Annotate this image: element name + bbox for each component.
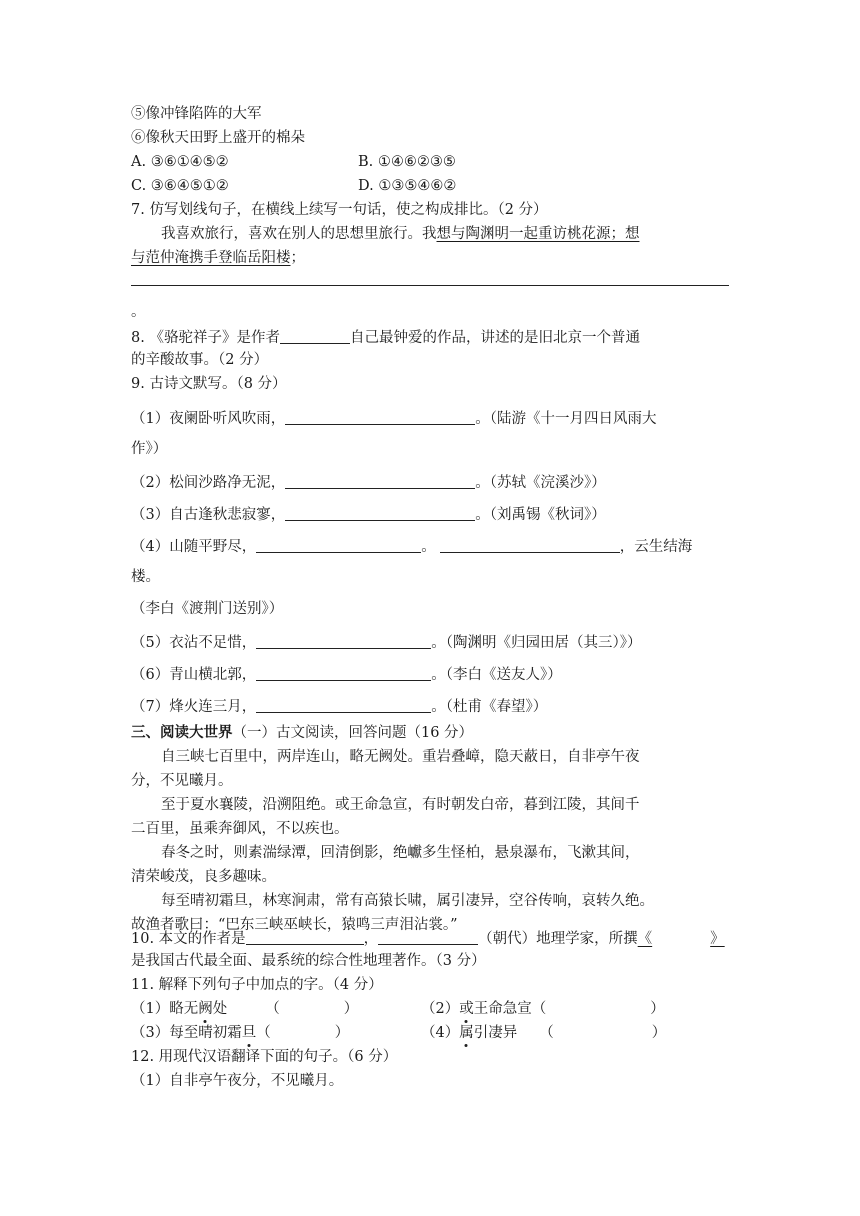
q11-4-pre: （4） xyxy=(421,1025,460,1041)
poem-2-line: （2）松间沙路净无泥， xyxy=(131,475,286,491)
q10-author-blank[interactable] xyxy=(246,930,364,945)
question-7-example xyxy=(131,227,640,242)
question-7-end: 。 xyxy=(131,304,146,320)
section-3-heading xyxy=(131,726,473,741)
poem-6-blank[interactable] xyxy=(256,666,431,681)
option-line-6: ⑥像秋天田野上盛开的棉朵 xyxy=(131,130,305,146)
poem-item-4 xyxy=(131,538,692,555)
choice-c: C. ③⑥④⑤①② xyxy=(131,178,229,194)
q8-text-a: 8. 《骆驼祥子》是作者 xyxy=(131,330,280,346)
poem-2-blank[interactable] xyxy=(285,474,475,489)
q10-right-quote: 》 xyxy=(710,931,725,947)
poem-1-blank[interactable] xyxy=(285,410,475,425)
question-12-stem: 12. 用现代汉语翻译下面的句子。（6 分） xyxy=(131,1049,398,1065)
question-10-line-2: 是我国古代最全面、最系统的综合性地理著作。（3 分） xyxy=(131,953,486,969)
question-7-stem: 7. 仿写划线句子，在横线上续写一句话，使之构成排比。（2 分） xyxy=(131,202,548,218)
poem-7-source: 。（杜甫《春望》） xyxy=(431,699,548,715)
poem-5-blank[interactable] xyxy=(256,634,431,649)
poem-7-blank[interactable] xyxy=(256,698,431,713)
poem-6-source: 。（李白《送友人》） xyxy=(431,667,562,683)
option-line-5: ⑤像冲锋陷阵的大军 xyxy=(131,106,262,122)
q10-text-b: （朝代）地理学家，所撰 xyxy=(478,931,638,947)
question-7-example-cont xyxy=(131,251,305,266)
question-9-stem: 9. 古诗文默写。（8 分） xyxy=(131,376,287,392)
passage-p1-b: 分，不见曦月。 xyxy=(131,773,233,789)
question-8-line-1 xyxy=(131,329,640,346)
q8-text-b: 自己最钟爱的作品，讲述的是旧北京一个普通 xyxy=(349,330,640,346)
poem-5-line: （5）衣沾不足惜， xyxy=(131,635,257,651)
section-3-title: 三、阅读大世界 xyxy=(131,724,233,741)
poem-4-line-b: ，云生结海 xyxy=(619,539,693,555)
poem-item-7 xyxy=(131,698,547,715)
poem-3-blank[interactable] xyxy=(285,506,475,521)
q11-item-3 xyxy=(131,1026,349,1041)
poem-6-line: （6）青山横北郭， xyxy=(131,667,257,683)
poem-item-5 xyxy=(131,634,641,651)
q11-4-post: 引凄异 xyxy=(473,1025,518,1041)
semicolon: ； xyxy=(290,250,305,266)
passage-p4-a: 每至晴初霜旦，林寒涧肃，常有高猿长啸，属引凄异，空谷传响，哀转久绝。 xyxy=(161,893,654,909)
choice-d: D. ①③⑤④⑥② xyxy=(358,178,457,194)
poem-7-line: （7）烽火连三月， xyxy=(131,699,257,715)
q11-2-rparen: ） xyxy=(650,1001,665,1017)
q11-3-pre: （3）每至晴初霜 xyxy=(131,1025,242,1041)
question-10-line-1 xyxy=(131,930,725,947)
poem-1-line: （1）夜阑卧听风吹雨， xyxy=(131,411,286,427)
q10-text-a: 10. 本文的作者是 xyxy=(131,931,246,947)
poem-4-period: 。 xyxy=(421,539,436,555)
q11-1-rparen: ） xyxy=(343,1001,359,1017)
question-8-line-2: 的辛酸故事。（2 分） xyxy=(131,352,269,368)
poem-4-blank-2[interactable] xyxy=(440,538,620,553)
passage-p2-b: 二百里，虽乘奔御风，不以疾也。 xyxy=(131,821,349,837)
passage-p3-b: 清荣峻茂，良多趣味。 xyxy=(131,869,276,885)
q11-2-pre: （2） xyxy=(421,1001,460,1017)
q10-left-quote: 《 xyxy=(637,931,653,947)
poem-4-line: （4）山随平野尽， xyxy=(131,539,257,555)
poem-item-1 xyxy=(131,410,656,427)
passage-p2-a: 至于夏水襄陵，沿溯阻绝。或王命急宣，有时朝发白帝，暮到江陵，其间千 xyxy=(161,797,640,813)
q11-4-dotted: 属 xyxy=(459,1025,474,1041)
q11-1-pre: （1）略无 xyxy=(131,1001,199,1017)
q10-comma: ， xyxy=(363,931,379,947)
choice-a: A. ③⑥①④⑤② xyxy=(131,154,229,170)
q11-2-post: 王命急宣（ xyxy=(473,1001,547,1017)
passage-p1-a: 自三峡七百里中，两岸连山，略无阙处。重岩叠嶂，隐天蔽日，自非亭午夜 xyxy=(161,749,640,765)
q11-3-lparen: （ xyxy=(256,1025,271,1041)
poem-3-line: （3）自古逢秋悲寂寥， xyxy=(131,507,286,523)
q11-3-rparen: ） xyxy=(334,1025,350,1041)
poem-item-4-source: （李白《渡荆门送别》） xyxy=(131,601,284,617)
poem-1-source: 。（陆游《十一月四日风雨大 xyxy=(475,411,657,427)
q11-1-dotted: 阙 xyxy=(198,1001,213,1017)
q10-book-blank[interactable] xyxy=(638,931,725,947)
poem-item-3 xyxy=(131,506,606,523)
q11-item-1 xyxy=(131,1002,358,1017)
section-3-subtitle: （一）古文阅读，回答问题（16 分） xyxy=(232,725,474,741)
poem-2-source: 。（苏轼《浣溪沙》） xyxy=(475,475,606,491)
question-11-stem: 11. 解释下列句子中加点的字。（4 分） xyxy=(131,977,383,993)
passage-p3-a: 春冬之时，则素湍绿潭，回清倒影，绝巘多生怪柏，悬泉瀑布，飞漱其间， xyxy=(161,845,640,861)
q10-dynasty-blank[interactable] xyxy=(378,930,478,945)
q11-4-rparen: ） xyxy=(651,1025,667,1041)
poem-item-1-cont: 作》） xyxy=(131,441,168,457)
q11-4-lparen: （ xyxy=(539,1025,554,1041)
q11-item-4 xyxy=(421,1026,666,1041)
poem-4-blank-1[interactable] xyxy=(256,538,421,553)
q12-item-1: （1）自非亭午夜分，不见曦月。 xyxy=(131,1073,344,1089)
example-text: 我喜欢旅行，喜欢在别人的思想里旅行。我 xyxy=(161,226,437,242)
passage-p4-b: 故渔者歌曰：“巴东三峡巫峡长，猿鸣三声泪沾裳。” xyxy=(131,917,458,933)
q11-1-post: 处 xyxy=(212,1001,228,1017)
poem-3-source: 。（刘禹锡《秋词》） xyxy=(475,507,606,523)
q11-2-dotted: 或 xyxy=(459,1001,474,1017)
poem-item-4-cont: 楼。 xyxy=(131,569,160,585)
q11-3-dotted: 旦 xyxy=(241,1025,257,1041)
answer-line-q7[interactable] xyxy=(131,285,729,286)
underlined-sentence-1: 想与陶渊明一起重访桃花源；想 xyxy=(436,226,640,242)
poem-5-source: 。（陶渊明《归园田居（其三）》） xyxy=(431,635,642,651)
q11-item-2 xyxy=(421,1002,665,1017)
choice-b: B. ①④⑥②③⑤ xyxy=(358,154,456,170)
q8-author-blank[interactable] xyxy=(280,329,350,344)
poem-item-6 xyxy=(131,666,562,683)
underlined-sentence-2: 与范仲淹携手登临岳阳楼 xyxy=(131,250,291,266)
poem-item-2 xyxy=(131,474,606,491)
q11-1-lparen: （ xyxy=(265,1001,280,1017)
